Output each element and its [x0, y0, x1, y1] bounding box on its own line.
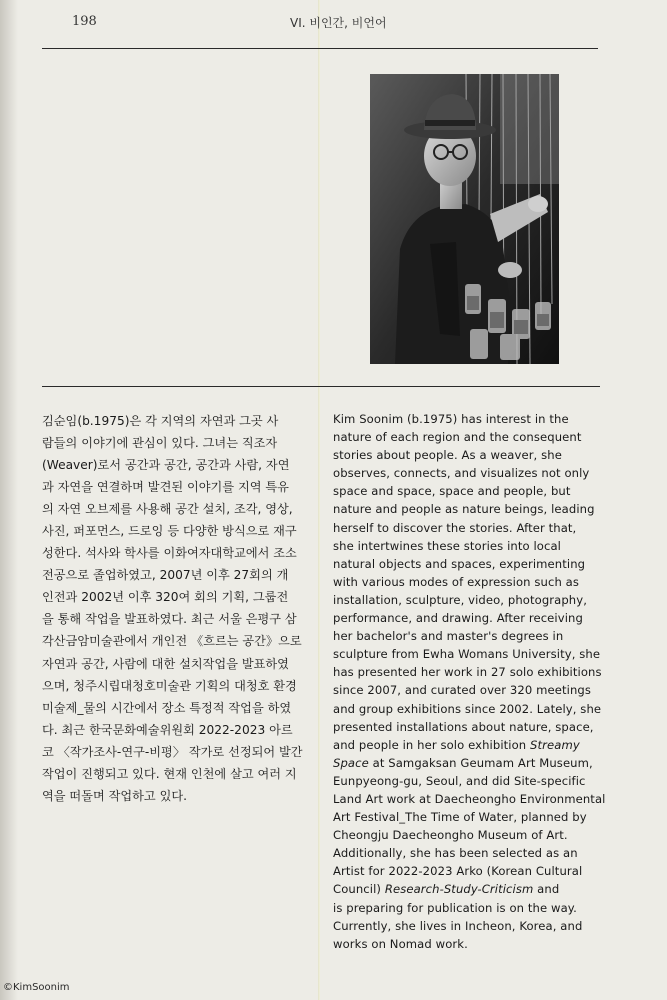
- en-line: has presented her work in 27 solo exhibitions: [333, 665, 602, 680]
- en-line: Art Festival_The Time of Water, planned by: [333, 810, 587, 825]
- korean-biography: [42, 410, 308, 807]
- en-text-run: and people in her solo exhibition: [333, 737, 531, 752]
- en-line: natural objects and spaces, experimenting: [333, 556, 586, 571]
- ko-line: 미술제_물의 시간에서 장소 특정적 작업을 하였: [42, 700, 292, 715]
- en-line: nature and people as nature beings, leading: [333, 502, 595, 517]
- en-line: Currently, she lives in Incheon, Korea, and: [333, 918, 583, 933]
- program-title-italic: Research-Study-Criticism: [384, 882, 534, 897]
- en-line: presented installations about nature, space,: [333, 719, 594, 734]
- exhibition-title-italic: Space: [333, 755, 369, 770]
- ko-line: 작업이 진행되고 있다. 현재 인천에 살고 여러 지: [42, 766, 297, 781]
- en-line: observes, connects, and visualizes not only: [333, 466, 590, 481]
- ko-line: 인전과 2002년 이후 320여 회의 기획, 그룹전: [42, 590, 289, 605]
- en-line: her bachelor's and master's degrees in: [333, 629, 564, 644]
- ko-line: 성한다. 석사와 학사를 이화여자대학교에서 조소: [42, 546, 297, 561]
- top-rule: [42, 48, 598, 49]
- en-line: performance, and drawing. After receiving: [333, 611, 583, 626]
- en-line: she intertwines these stories into local: [333, 538, 561, 553]
- en-line: with various modes of expression such as: [333, 574, 580, 589]
- en-text-run: Council): [333, 882, 385, 897]
- en-text-run: at Samgaksan Geumam Art Museum,: [368, 755, 593, 770]
- ko-line: 코 〈작가조사-연구-비평〉 작가로 선정되어 발간: [42, 744, 303, 759]
- en-line: Cheongju Daecheongho Museum of Art.: [333, 828, 568, 843]
- en-line: [333, 880, 633, 898]
- en-line: works on Nomad work.: [333, 936, 468, 951]
- en-line: installation, sculpture, video, photography,: [333, 592, 587, 607]
- en-line: Eunpyeong-gu, Seoul, and did Site-specific: [333, 773, 586, 788]
- en-line: Kim Soonim (b.1975) has interest in the: [333, 412, 569, 426]
- en-line: space and space, space and people, but: [333, 484, 571, 499]
- en-line: herself to discover the stories. After that,: [333, 520, 577, 535]
- en-line: stories about people. As a weaver, she: [333, 448, 562, 463]
- en-line: Additionally, she has been selected as an: [333, 846, 578, 861]
- ko-line: 과 자연을 연결하며 발견된 이야기를 지역 특유: [42, 480, 289, 495]
- en-line: [333, 754, 633, 772]
- ko-line: (Weaver)로서 공간과 공간, 공간과 사람, 자연: [42, 458, 290, 473]
- page-number: 198: [72, 14, 97, 29]
- ko-line: 자연과 공간, 사람에 대한 설치작업을 발표하였: [42, 656, 289, 671]
- ko-line: 의 자연 오브제를 사용해 공간 설치, 조각, 영상,: [42, 502, 293, 517]
- page-fold-line: [318, 0, 320, 1000]
- running-head: VI. 비인간, 비언어: [290, 16, 387, 30]
- page-gutter-shadow: [0, 0, 18, 1000]
- en-text-run: and: [533, 882, 560, 897]
- ko-line: 사진, 퍼포먼스, 드로잉 등 다양한 방식으로 재구: [42, 524, 297, 539]
- artist-portrait-photo: [370, 74, 559, 364]
- copyright-watermark: ©KimSoonim: [3, 982, 70, 993]
- exhibition-title-italic: Streamy: [530, 737, 580, 752]
- ko-line: 람들의 이야기에 관심이 있다. 그녀는 직조자: [42, 436, 278, 451]
- ko-line: 전공으로 졸업하였고, 2007년 이후 27회의 개: [42, 568, 289, 583]
- ko-line: 역을 떠돌며 작업하고 있다.: [42, 788, 188, 803]
- ko-line: 다. 최근 한국문화예술위원회 2022-2023 아르: [42, 722, 293, 737]
- en-line: is preparing for publication is on the way.: [333, 900, 577, 915]
- ko-line: 으며, 청주시립대청호미술관 기획의 대청호 환경: [42, 678, 297, 693]
- en-line: Artist for 2022-2023 Arko (Korean Cultural: [333, 864, 583, 879]
- en-line: nature of each region and the consequent: [333, 430, 582, 445]
- en-line: Land Art work at Daecheongho Environmental: [333, 791, 606, 806]
- ko-line: 김순임(b.1975)은 각 지역의 자연과 그곳 사: [42, 414, 279, 428]
- en-line: and group exhibitions since 2002. Lately, she: [333, 701, 602, 716]
- en-line: [333, 736, 633, 754]
- middle-rule: [42, 386, 600, 387]
- ko-line: 각산금암미술관에서 개인전 《흐르는 공간》으로: [42, 634, 302, 649]
- english-biography: [333, 410, 633, 953]
- en-line: since 2007, and curated over 320 meetings: [333, 683, 592, 698]
- en-line: sculpture from Ewha Womans University, she: [333, 647, 601, 662]
- ko-line: 을 통해 작업을 발표하였다. 최근 서울 은평구 삼: [42, 612, 297, 627]
